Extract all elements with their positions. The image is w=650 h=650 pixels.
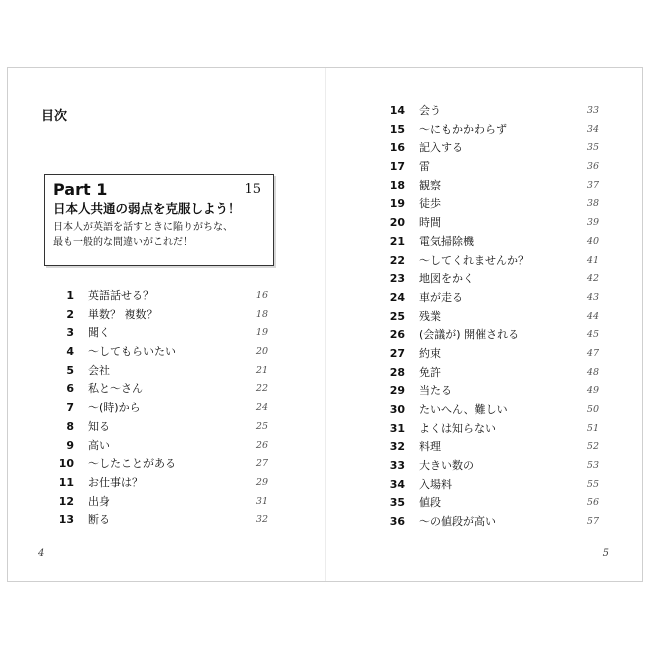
- toc-entry: [52, 437, 268, 456]
- entry-page: 29: [255, 476, 268, 488]
- entry-number: 21: [389, 234, 405, 248]
- entry-number: 35: [389, 496, 405, 510]
- entry-page: 45: [586, 329, 599, 341]
- entry-label: 断る: [88, 513, 110, 527]
- toc-entry: [52, 511, 268, 530]
- entry-number: 16: [389, 141, 405, 155]
- toc-entry: [383, 195, 599, 214]
- entry-number: 3: [66, 326, 74, 340]
- entry-page: 56: [586, 497, 599, 509]
- entry-page: 25: [255, 420, 268, 432]
- toc-entry: [52, 343, 268, 362]
- toc-entry: [383, 252, 599, 271]
- entry-page: 50: [586, 404, 599, 415]
- entry-page: 57: [586, 516, 599, 528]
- toc-entry: [383, 476, 599, 495]
- entry-label: 会う: [419, 104, 441, 117]
- entry-number: 5: [66, 363, 74, 377]
- entry-label: 値段: [419, 496, 441, 510]
- toc-entry: [383, 233, 599, 252]
- part-subtitle-line-2: 最も一般的な間違いがこれだ！: [53, 237, 193, 248]
- toc-entry: [383, 270, 599, 289]
- entry-number: 9: [66, 438, 74, 452]
- entry-number: 27: [389, 346, 405, 360]
- entry-page: 21: [255, 364, 268, 376]
- entry-page: 34: [586, 123, 599, 135]
- entry-label: 料理: [419, 440, 441, 454]
- entry-page: 42: [586, 273, 599, 285]
- entry-number: 22: [389, 253, 405, 267]
- entry-number: 34: [389, 477, 405, 491]
- entry-label: 電気掃除機: [419, 234, 474, 248]
- entry-page: 49: [586, 385, 599, 397]
- part-header: [53, 181, 265, 199]
- entry-page: 33: [586, 105, 599, 116]
- toc-entry: [383, 102, 599, 121]
- entry-number: 36: [389, 515, 405, 529]
- toc-entry: [52, 324, 268, 343]
- entry-page: 51: [586, 422, 599, 434]
- part-title: 日本人共通の弱点を克服しよう！: [53, 201, 241, 216]
- toc-entry: [52, 399, 268, 418]
- entry-page: 16: [255, 290, 268, 301]
- entry-page: 36: [586, 161, 599, 173]
- entry-page: 27: [255, 458, 268, 470]
- entry-label: ～(時)から: [88, 401, 141, 415]
- toc-entry: [383, 214, 599, 233]
- toc-entry: [383, 438, 599, 457]
- entry-label: ～してもらいたい: [88, 345, 176, 359]
- entry-page: 55: [586, 478, 599, 490]
- toc-list-right: [383, 102, 599, 532]
- toc-entry: [383, 420, 599, 439]
- entry-label: よくは知らない: [419, 421, 496, 435]
- entry-number: 10: [58, 457, 74, 471]
- entry-number: 20: [389, 216, 405, 230]
- entry-number: 28: [389, 365, 405, 379]
- entry-page: 37: [586, 179, 599, 191]
- toc-entry: [383, 382, 599, 401]
- entry-label: (会議が) 開催される: [419, 328, 520, 342]
- toc-title: 目次: [41, 109, 68, 124]
- toc-entry: [383, 289, 599, 308]
- entry-label: 会社: [88, 363, 110, 377]
- entry-label: ～の値段が高い: [419, 515, 496, 529]
- page-gutter: [325, 68, 326, 581]
- entry-number: 13: [58, 513, 74, 527]
- entry-label: 徒歩: [419, 197, 441, 211]
- entry-page: 35: [586, 142, 599, 154]
- entry-number: 25: [389, 309, 405, 323]
- toc-entry: [383, 177, 599, 196]
- entry-page: 44: [586, 310, 599, 322]
- entry-label: 時間: [419, 216, 441, 230]
- toc-entry: [52, 418, 268, 437]
- entry-number: 23: [389, 272, 405, 286]
- entry-number: 17: [389, 160, 405, 174]
- entry-page: 31: [255, 495, 268, 507]
- entry-label: 免許: [419, 365, 441, 379]
- entry-page: 39: [586, 217, 599, 229]
- entry-label: 残業: [419, 309, 441, 323]
- entry-page: 24: [255, 402, 268, 414]
- entry-page: 47: [586, 347, 599, 359]
- entry-label: 車が走る: [419, 290, 463, 304]
- part-page-number: 15: [244, 182, 261, 197]
- entry-label: 高い: [88, 438, 110, 452]
- entry-number: 11: [58, 475, 74, 489]
- toc-entry: [383, 457, 599, 476]
- entry-label: 約束: [419, 346, 441, 360]
- entry-page: 38: [586, 198, 599, 210]
- entry-label: たいへん、難しい: [419, 403, 508, 416]
- entry-number: 4: [66, 345, 74, 359]
- page-number-left: 4: [38, 548, 45, 559]
- toc-entry: [383, 158, 599, 177]
- entry-page: 41: [586, 254, 599, 266]
- entry-number: 1: [66, 289, 74, 302]
- entry-label: 大きい数の: [419, 459, 474, 473]
- entry-label: 地図をかく: [419, 272, 474, 286]
- toc-entry: [52, 306, 268, 325]
- entry-label: ～してくれませんか？: [419, 253, 529, 267]
- entry-page: 20: [255, 346, 268, 358]
- entry-number: 8: [66, 419, 74, 433]
- entry-number: 31: [389, 421, 405, 435]
- part-subtitle-line-1: 日本人が英語を話すときに陥りがちな、: [53, 222, 233, 233]
- entry-number: 2: [66, 307, 74, 321]
- entry-page: 48: [586, 366, 599, 378]
- entry-label: 入場料: [419, 477, 452, 491]
- entry-page: 18: [255, 308, 268, 320]
- entry-label: 知る: [88, 419, 110, 433]
- entry-number: 12: [58, 494, 74, 508]
- toc-entry: [383, 513, 599, 532]
- entry-number: 14: [389, 104, 405, 117]
- entry-page: 53: [586, 460, 599, 472]
- entry-number: 32: [389, 440, 405, 454]
- toc-list-left: [52, 287, 268, 530]
- entry-number: 18: [389, 178, 405, 192]
- entry-page: 43: [586, 291, 599, 303]
- entry-number: 29: [389, 384, 405, 398]
- entry-number: 19: [389, 197, 405, 211]
- entry-number: 33: [389, 459, 405, 473]
- toc-entry: [52, 380, 268, 399]
- entry-label: 私と～さん: [88, 382, 143, 396]
- part-box: [44, 174, 274, 266]
- toc-entry: [383, 308, 599, 327]
- entry-number: 6: [66, 382, 74, 396]
- entry-number: 30: [389, 403, 405, 416]
- entry-page: 22: [255, 383, 268, 395]
- entry-label: 聞く: [88, 326, 110, 340]
- entry-page: 26: [255, 439, 268, 451]
- entry-page: 32: [255, 514, 268, 526]
- part-label: Part 1: [53, 180, 108, 199]
- entry-number: 26: [389, 328, 405, 342]
- entry-label: 単数？ 複数？: [88, 307, 158, 321]
- entry-page: 19: [255, 327, 268, 339]
- book-spread: [7, 67, 643, 582]
- entry-label: 英語話せる？: [88, 289, 154, 302]
- entry-number: 24: [389, 290, 405, 304]
- entry-label: 雷: [419, 160, 430, 174]
- toc-entry: [52, 287, 268, 306]
- toc-entry: [52, 474, 268, 493]
- entry-label: 記入する: [419, 141, 463, 155]
- entry-label: 観察: [419, 178, 441, 192]
- entry-label: 当たる: [419, 384, 452, 398]
- toc-entry: [52, 455, 268, 474]
- toc-entry: [383, 121, 599, 140]
- part-subtitle: [53, 220, 265, 250]
- entry-label: 出身: [88, 494, 110, 508]
- toc-entry: [383, 401, 599, 420]
- entry-page: 52: [586, 441, 599, 453]
- entry-number: 7: [66, 401, 74, 415]
- toc-entry: [52, 493, 268, 512]
- toc-entry: [383, 345, 599, 364]
- toc-entry: [52, 362, 268, 381]
- entry-page: 40: [586, 235, 599, 247]
- entry-number: 15: [389, 122, 405, 136]
- entry-label: お仕事は？: [88, 475, 143, 489]
- toc-entry: [383, 364, 599, 383]
- toc-entry: [383, 494, 599, 513]
- page-number-right: 5: [602, 548, 609, 559]
- entry-label: ～にもかかわらず: [419, 122, 507, 136]
- toc-entry: [383, 326, 599, 345]
- toc-entry: [383, 139, 599, 158]
- entry-label: ～したことがある: [88, 457, 176, 471]
